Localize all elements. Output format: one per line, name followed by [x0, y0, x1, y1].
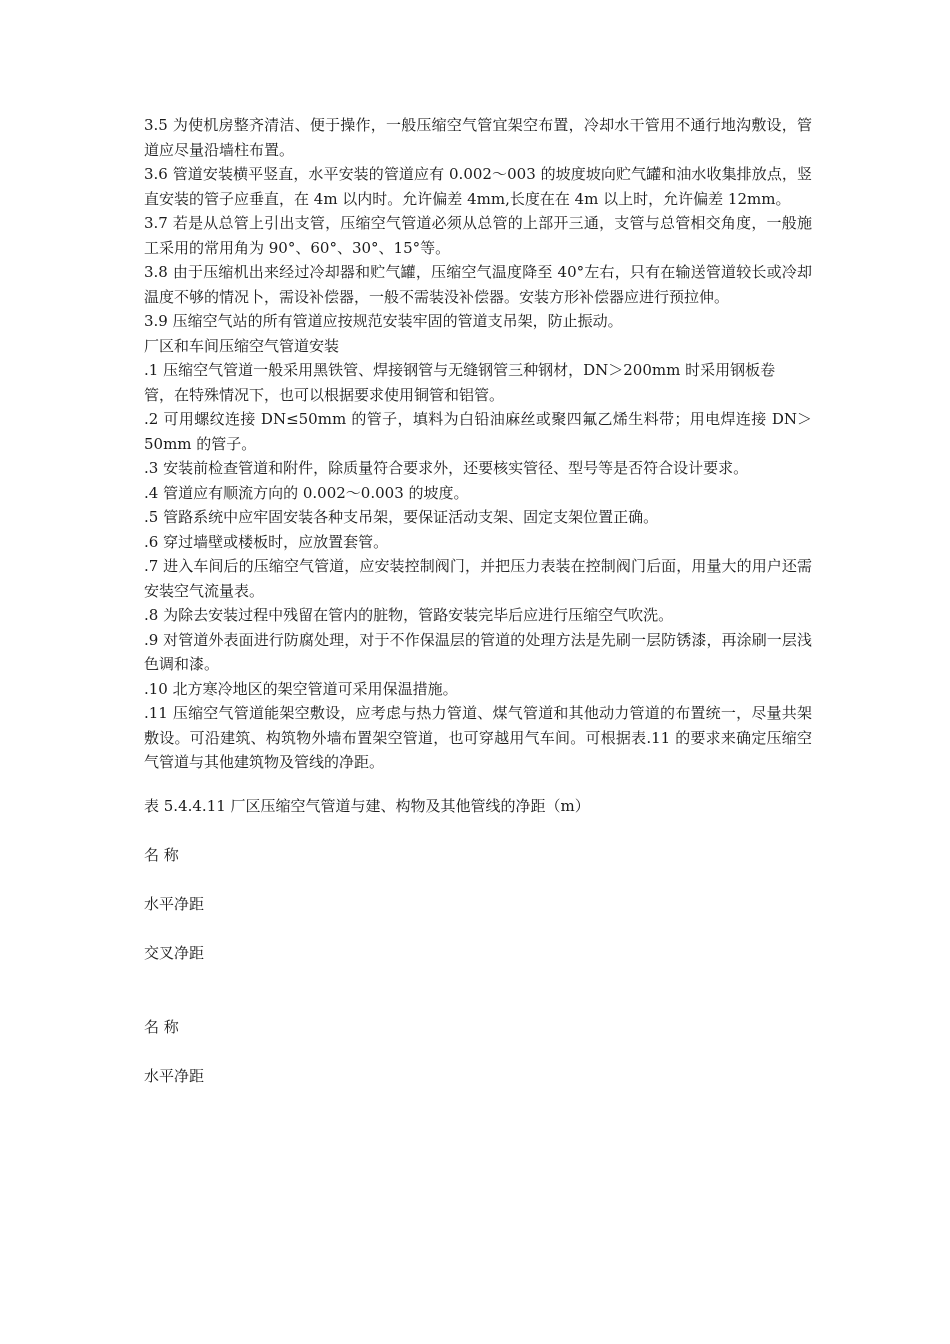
section-heading: 厂区和车间压缩空气管道安装	[144, 336, 340, 355]
table-label-cross-distance: 交叉净距	[144, 943, 205, 962]
item-4: .4 管道应有顺流方向的 0.002～0.003 的坡度。	[144, 483, 469, 502]
paragraph-3-7: 3.7 若是从总管上引出支管，压缩空气管道必须从总管的上部开三通，支管与总管相交角度，一般施工采用的常用角为 90°、60°、30°、15°等。	[144, 214, 812, 257]
paragraph-3-8: 3.8 由于压缩机出来经过冷却器和贮气罐，压缩空气温度降至 40°左右，只有在输送管道较长或冷却温度不够的情况卜，需设补偿器，一般不需装没补偿器。安装方形补偿器应进行预拉伸。	[144, 263, 812, 306]
item-8: .8 为除去安装过程中残留在管内的脏物，管路安装完毕后应进行压缩空气吹洗。	[144, 606, 674, 624]
item-1: .1 压缩空气管道一般采用黑铁管、焊接钢管与无缝钢管三种钢材，DN＞200mm 时采用钢板卷	[144, 361, 776, 379]
paragraph-3-9: 3.9 压缩空气站的所有管道应按规范安装牢固的管道支吊架，防止振动。	[144, 312, 623, 330]
paragraph-3-6: 3.6 管道安装横平竖直，水平安装的管道应有 0.002～003 的坡度坡向贮气罐和油水收集排放点，竖直安装的管子应垂直，在 4m 以内时。允许偏差 4mm,长度在在 4m 以上时，允许偏差 12mm。	[144, 165, 812, 208]
item-9: .9 对管道外表面进行防腐处理，对于不作保温层的管道的处理方法是先刷一层防锈漆，再涂刷一层浅色调和漆。	[144, 630, 812, 673]
table-label-horizontal-distance-2: 水平净距	[144, 1067, 205, 1085]
item-3: .3 安装前检查管道和附件，除质量符合要求外，还要核实管径、型号等是否符合设计要求。	[144, 459, 749, 477]
item-5: .5 管路系统中应牢固安装各种支吊架，要保证活动支架、固定支架位置正确。	[144, 508, 659, 526]
item-7: .7 进入车间后的压缩空气管道，应安装控制阀门，并把压力表装在控制阀门后面，用量大的用户还需安装空气流量表。	[144, 557, 812, 600]
item-11: .11 压缩空气管道能架空敷设，应考虑与热力管道、煤气管道和其他动力管道的布置统一，尽量共架敷设。可沿建筑、构筑物外墙布置架空管道，也可穿越用气车间。可根据表.11 的要求来确定压缩空气管道与其他建筑物及管线的净距。	[144, 704, 812, 771]
table-label-name: 名 称	[144, 845, 179, 864]
item-2: .2 可用螺纹连接 DN≤50mm 的管子，填料为白铅油麻丝或聚四氟乙烯生料带；用电焊连接 DN＞50mm 的管子。	[144, 410, 812, 453]
item-6: .6 穿过墙壁或楼板时，应放置套管。	[144, 532, 389, 551]
document-body	[144, 113, 812, 1089]
table-label-name-2: 名 称	[144, 1018, 179, 1036]
paragraph-3-5: 3.5 为使机房整齐清洁、便于操作，一般压缩空气管宜架空布置，冷却水干管用不通行地沟敷设，管道应尽量沿墙柱布置。	[144, 116, 812, 159]
table-caption: 表 5.4.4.11 厂区压缩空气管道与建、构物及其他管线的净距（m）	[144, 796, 590, 815]
item-10: .10 北方寒冷地区的架空管道可采用保温措施。	[144, 679, 458, 698]
item-1-continued: 管，在特殊情况下，也可以根据要求使用铜管和铝管。	[144, 385, 505, 404]
table-label-horizontal-distance: 水平净距	[144, 894, 205, 913]
